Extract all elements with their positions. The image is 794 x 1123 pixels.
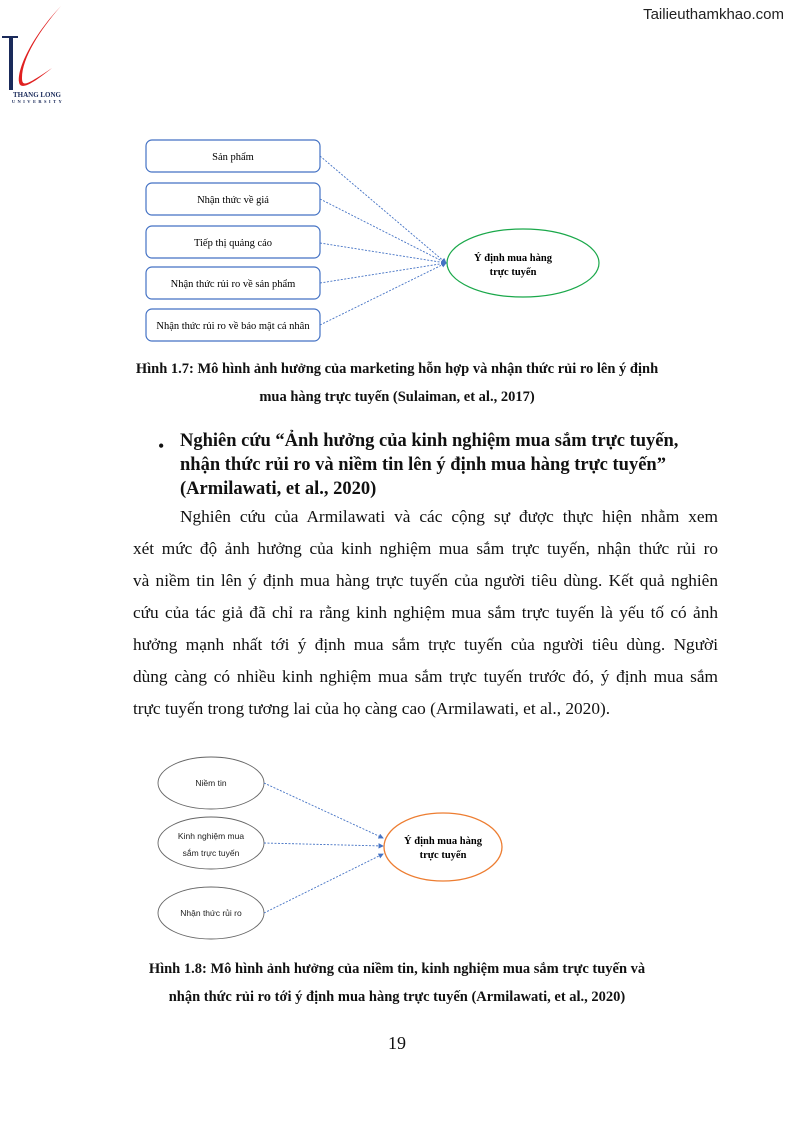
factor-ellipse [158,817,264,869]
bullet-icon: • [158,436,165,456]
paragraph-line: hưởng mạnh nhất tới ý định mua sắm trực tuyến của người tiêu dùng. Người [133,635,718,654]
arrow [264,854,383,913]
paragraph-line: cứu của tác giả đã chỉ ra rằng kinh nghiệm mua sắm trực tuyến là yếu tố có ảnh [133,603,718,622]
paragraph-line: trực tuyến trong tương lai của họ càng cao (Armilawati, et al., 2020). [133,699,611,718]
section-heading [180,429,740,501]
arrow [320,156,446,263]
factor-label: Nhận thức rủi ro về bảo mật cá nhân [156,321,310,332]
heading-line: Nghiên cứu “Ảnh hưởng của kinh nghiệm mua sắm trực tuyến, [180,431,679,451]
paragraph-line: và niềm tin lên ý định mua hàng trực tuyến của người tiêu dùng. Kết quả nghiên [133,571,718,590]
figure-1-caption-line: Hình 1.7: Mô hình ảnh hưởng của marketing hỗn hợp và nhận thức rủi ro lên ý định [135,361,659,377]
heading-line: (Armilawati, et al., 2020) [180,479,377,499]
arrow [264,783,383,838]
figure-2-caption-line: Hình 1.8: Mô hình ảnh hưởng của niềm tin, kinh nghiệm mua sắm trực tuyến và [148,961,646,977]
outcome-ellipse [384,813,502,881]
factor-label: Nhận thức về giá [197,195,269,206]
paragraph-line: Nghiên cứu của Armilawati và các cộng sự được thực hiện nhằm xem [180,507,718,526]
svg-text:THANG LONG: THANG LONG [12,91,62,99]
outcome-label: trực tuyến [489,267,537,278]
factor-label: Sản phẩm [212,152,254,163]
figure-2-diagram [0,740,794,950]
watermark: Tailieuthamkhao.com [643,6,784,23]
factor-label: Tiếp thị quảng cáo [193,238,273,249]
outcome-label: Ý định mua hàng [404,836,482,847]
arrow [264,843,383,846]
paragraph-line: dùng càng có nhiều kinh nghiệm mua sắm trực tuyến trước đó, ý định mua sắm [133,667,718,686]
factor-label: Nhận thức rủi ro về sản phẩm [170,279,296,290]
factor-label: sắm trực tuyến [182,848,240,858]
outcome-label: trực tuyến [419,850,467,861]
arrow [320,263,446,325]
arrow [320,263,446,283]
factor-label: Nhận thức rủi ro [180,908,242,918]
figure-1-diagram [0,0,794,360]
svg-text:UNIVERSITY: UNIVERSITY [11,99,65,104]
paragraph-line: xét mức độ ảnh hưởng của kinh nghiệm mua sắm trực tuyến, nhận thức rủi ro [133,539,718,558]
factor-label: Kinh nghiệm mua [177,831,245,841]
figure-2-caption-line: nhận thức rủi ro tới ý định mua hàng trực tuyến (Armilawati, et al., 2020) [168,989,626,1005]
page-number: 19 [388,1033,406,1053]
outcome-label: Ý định mua hàng [474,253,552,264]
figure-1-caption-line: mua hàng trực tuyến (Sulaiman, et al., 2017) [259,389,535,405]
factor-label: Niềm tin [195,778,227,788]
heading-line: nhận thức rủi ro và niềm tin lên ý định mua hàng trực tuyến” [180,455,666,475]
